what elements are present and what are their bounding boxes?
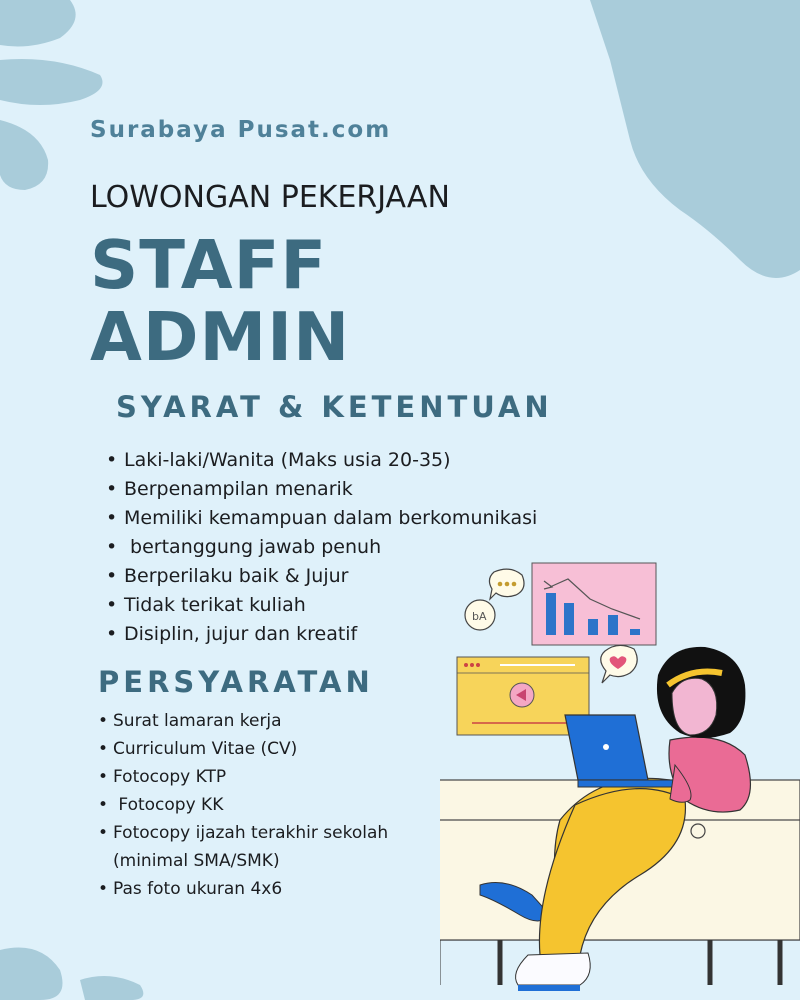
list-item: • Fotocopy KK [96, 791, 388, 819]
list-item: • Laki-laki/Wanita (Maks usia 20-35) [104, 446, 537, 475]
documents-heading: PERSYARATAN [98, 665, 374, 699]
illustration-woman-laptop [440, 555, 800, 1000]
list-item: • Fotocopy KTP [96, 763, 388, 791]
site-name: Surabaya Pusat.com [90, 117, 392, 143]
list-item: • Curriculum Vitae (CV) [96, 735, 388, 763]
list-item: • Fotocopy ijazah terakhir sekolah [96, 819, 388, 847]
translate-bubble-icon [465, 600, 495, 630]
chart-panel [532, 563, 656, 645]
job-title-line-1: STAFF [90, 226, 328, 304]
blob-top-right [590, 0, 800, 290]
list-item-continuation: (minimal SMA/SMK) [113, 851, 280, 871]
list-item: • Tidak terikat kuliah [104, 591, 537, 620]
job-title-line-2: ADMIN [90, 298, 351, 376]
job-title [90, 226, 351, 376]
documents-list [96, 707, 388, 903]
list-item: • Disiplin, jujur dan kreatif [104, 620, 537, 649]
list-item: • Pas foto ukuran 4x6 [96, 875, 388, 903]
svg-text:bA: bA [472, 610, 487, 623]
list-item: • Berpenampilan menarik [104, 475, 537, 504]
blob-bottom-left [0, 930, 150, 1000]
list-item: • Berperilaku baik & Jujur [104, 562, 537, 591]
requirements-heading: SYARAT & KETENTUAN [116, 390, 553, 424]
heart-bubble-icon [601, 645, 637, 683]
list-item: • Surat lamaran kerja [96, 707, 388, 735]
chat-bubble-icon [489, 569, 524, 599]
list-item: • Memiliki kemampuan dalam berkomunikasi [104, 504, 537, 533]
page-subtitle: LOWONGAN PEKERJAAN [90, 180, 450, 215]
list-item: • bertanggung jawab penuh [104, 533, 537, 562]
